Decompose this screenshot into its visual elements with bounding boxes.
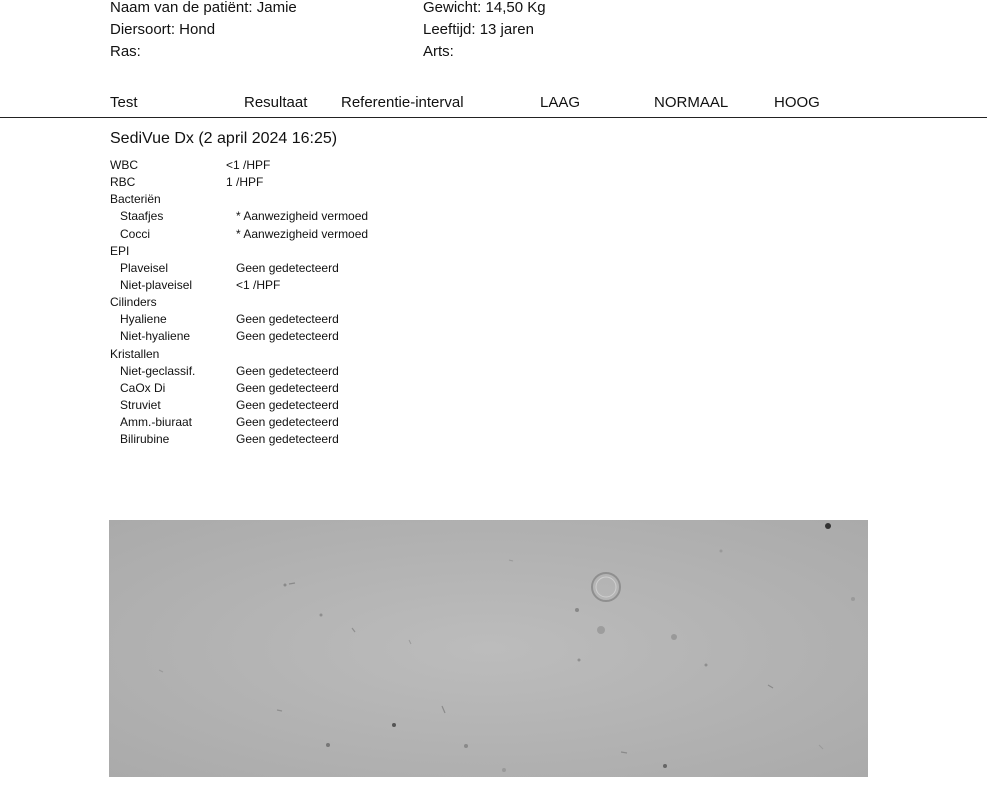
result-row-name: WBC (110, 158, 138, 172)
patient-weight: Gewicht: 14,50 Kg (423, 0, 546, 16)
microscopy-image (109, 520, 868, 777)
column-header-low: LAAG (540, 94, 581, 111)
result-row-name: Kristallen (110, 346, 160, 361)
result-row-name: Niet-hyaliene (120, 329, 191, 344)
result-row-value: Geen gedetecteerd (236, 260, 339, 275)
result-row-value: Geen gedetecteerd (236, 312, 339, 327)
result-row-value: * Aanwezigheid vermoed (236, 209, 369, 224)
result-row-value: Geen gedetecteerd (236, 380, 339, 395)
result-row-name: Niet-geclassif. (120, 363, 196, 378)
result-row-value: Geen gedetecteerd (236, 329, 339, 344)
patient-name: Naam van de patiënt: Jamie (110, 0, 297, 16)
result-row-value: <1 /HPF (226, 158, 271, 172)
patient-breed: Ras: (110, 43, 141, 60)
result-row-name: Struviet (120, 397, 161, 412)
patient-info-right (423, 0, 546, 63)
patient-info-left (110, 0, 297, 63)
patient-age: Leeftijd: 13 jaren (423, 21, 534, 38)
result-row-name: Plaveisel (120, 260, 169, 275)
column-header-high: HOOG (774, 94, 820, 111)
result-row-name: RBC (110, 175, 136, 190)
result-row-value: Geen gedetecteerd (236, 432, 339, 447)
result-row-name: Staafjes (120, 209, 164, 224)
result-row-name: Cilinders (110, 295, 157, 310)
result-row-name: Niet-plaveisel (120, 277, 193, 292)
result-row-value: Geen gedetecteerd (236, 363, 339, 378)
result-row-value: <1 /HPF (236, 277, 281, 292)
result-row-name: CaOx Di (120, 380, 166, 395)
column-header-normal: NORMAAL (654, 94, 729, 111)
result-row-name: Amm.-biuraat (120, 415, 193, 430)
microscopy-image-drawing (109, 520, 868, 777)
column-header-reference: Referentie-interval (341, 94, 464, 111)
result-row-value: 1 /HPF (226, 175, 264, 190)
result-row-name: Cocci (120, 226, 151, 241)
patient-doctor: Arts: (423, 43, 454, 60)
column-header-test: Test (110, 94, 138, 111)
result-row-name: EPI (110, 243, 130, 258)
result-row-value: * Aanwezigheid vermoed (236, 226, 369, 241)
section-title: SediVue Dx (2 april 2024 16:25) (110, 130, 338, 147)
result-row-value: Geen gedetecteerd (236, 415, 339, 430)
column-headers (0, 89, 987, 118)
result-row-name: Bilirubine (120, 432, 170, 447)
result-row-value: Geen gedetecteerd (236, 397, 339, 412)
patient-species: Diersoort: Hond (110, 21, 216, 38)
column-header-result: Resultaat (244, 94, 308, 111)
result-row-name: Hyaliene (120, 312, 167, 327)
result-row-name: Bacteriën (110, 192, 161, 207)
